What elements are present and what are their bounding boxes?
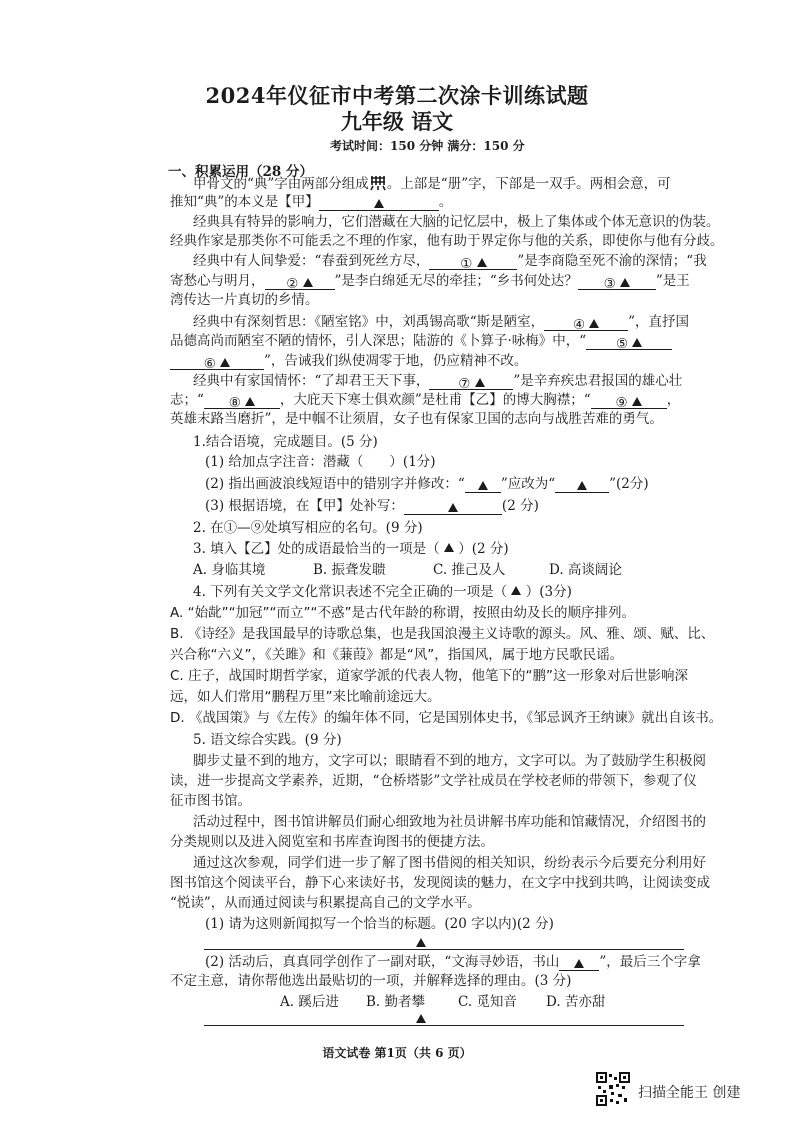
paragraph-line: 寄愁心与明月， ② ”是李白绵延无尽的牵挂；“乡书何处达？ ③ ”是王 (170, 273, 690, 292)
question-4-option-b-cont: 兴合称“六义”，《关雎》和《蒹葭》都是“风”，指国风，属于地方民歌民谣。 (170, 647, 624, 663)
paragraph-line: 品德高尚而陋室不陋的情怀，引人深思；陆游的《卜算子·咏梅》中，“ ⑤ (170, 332, 672, 350)
question-3: 3. 填入【乙】处的成语最恰当的一项是（ ）(2 分) (193, 541, 509, 557)
paragraph-line: 经典作家是那类你不可能丢之不理的作家，他有助于界定你与他的关系，即使你与他有分歧。 (170, 233, 724, 249)
paragraph-line: 经典具有特异的影响力，它们潜藏在大脑的记忆层中，极上了集体或个体无意识的伪装。 (193, 214, 720, 230)
question-4-option-c[interactable]: C. 庄子，战国时期哲学家，道家学派的代表人物，他笔下的“鹏”这一形象对后世影响深 (170, 668, 688, 684)
exam-title: 2024年仪征市中考第二次涂卡训练试题 (205, 83, 589, 108)
answer-blank[interactable] (363, 455, 389, 469)
exam-subtitle: 九年级 语文 (340, 109, 454, 134)
answer-blank[interactable] (555, 478, 609, 493)
answer-blank[interactable]: ⑧ (204, 394, 280, 409)
news-paragraph: 读，进一步提高文学素养，近期，“仓桥塔影”文学社成员在学校老师的带领下，参观了仪 (170, 773, 697, 789)
question-1-2: (2) 指出画波浪线短语中的错别字并修改：“ ”应改为“ ”(2分) (205, 476, 649, 492)
answer-line[interactable] (204, 1025, 684, 1026)
answer-blank[interactable]: ⑦ (429, 375, 513, 390)
news-paragraph: “悦读”，从而通过阅读与积累提高自己的文学水平。 (170, 895, 481, 911)
oracle-bone-dian-glyph (369, 175, 387, 191)
question-2: 2. 在①—⑨处填写相应的名句。(9 分) (193, 520, 423, 536)
option-c[interactable]: C. 推己及人 (433, 562, 506, 578)
answer-marker-icon (245, 397, 255, 406)
question-4-option-d[interactable]: D. 《战国策》与《左传》的编年体不同，它是国别体史书，《邹忌讽齐王纳谏》就出自该书。 (170, 710, 723, 726)
answer-marker-icon (511, 586, 521, 595)
paragraph-line: ⑥ ”，告诫我们纵使凋零于地，仍应精神不改。 (170, 352, 527, 370)
paragraph-line: 经典中有人间挚爱：“春蚕到死丝方尽， ① ”是李商隐至死不渝的深情；“我 (193, 253, 707, 272)
answer-blank[interactable] (319, 196, 439, 211)
answer-blank[interactable]: ① (429, 255, 517, 270)
answer-blank[interactable]: ⑥ (170, 355, 264, 370)
answer-marker-icon (477, 258, 487, 267)
answer-marker-icon (416, 938, 426, 947)
paragraph-line: 推知“典”的本义是【甲】 。 (170, 194, 453, 210)
news-paragraph: 脚步丈量不到的地方，文字可以；眼睛看不到的地方，文字可以。为了鼓励学生积极阅 (193, 753, 706, 769)
answer-marker-icon (220, 358, 230, 367)
answer-marker-icon (303, 278, 313, 287)
answer-blank[interactable] (465, 478, 501, 493)
section-heading: 一、积累运用（28 分） (168, 164, 313, 180)
paragraph-line: 经典中有深刻哲思：《陋室铭》中，刘禹锡高歌“斯是陋室， ④ ”，直抒国 (193, 314, 690, 333)
news-paragraph: 图书馆这个阅读平台，静下心来读好书，发现阅读的魅力，在文字中找到共鸣，让阅读变成 (170, 875, 710, 891)
question-5: 5. 语文综合实践。(9 分) (193, 732, 342, 748)
news-paragraph: 活动过程中，图书馆讲解员们耐心细致地为社员讲解书库功能和馆藏情况，介绍图书的 (193, 814, 706, 830)
answer-marker-icon (574, 959, 584, 968)
answer-marker-icon (448, 503, 458, 512)
page-footer: 语文试卷 第1页（共 6 页） (322, 1046, 472, 1060)
answer-blank[interactable]: ③ (578, 275, 656, 290)
answer-blank[interactable] (404, 500, 502, 515)
paragraph-line: 经典中有家国情怀：“了却君王天下事， ⑦ ”是辛弃疾忠君报国的雄心壮 (193, 373, 683, 392)
answer-marker-icon (632, 397, 642, 406)
answer-marker-icon (577, 481, 587, 490)
qr-code-icon (596, 1072, 630, 1106)
paragraph-line: 英雄末路当磨折”，是中帼不让须眉，女子也有保家卫国的志向与战胜苦难的勇气。 (170, 411, 663, 427)
question-4: 4. 下列有关文学文化常识表述不完全正确的一项是（ ）(3分) (193, 584, 572, 600)
answer-blank[interactable]: ④ (544, 316, 628, 331)
answer-marker-icon (620, 278, 630, 287)
question-5-2-cont: 不定主意，请你帮他选出最贴切的一项，并解释选择的理由。(3 分) (170, 973, 572, 989)
news-paragraph: 分类规则以及进入阅览室和书库查询图书的便捷方法。 (170, 834, 494, 850)
question-4-option-a[interactable]: A. “始龀”“加冠”“而立”“不惑”是古代年龄的称谓，按照由幼及长的顺序排列。 (170, 605, 636, 621)
answer-marker-icon (589, 319, 599, 328)
question-4-option-b[interactable]: B. 《诗经》是我国最早的诗歌总集，也是我国浪漫主义诗歌的源头。风、雅、颂、赋、比、 (170, 626, 715, 642)
answer-marker-icon (374, 199, 384, 208)
option-b[interactable]: B. 勤者攀 (366, 994, 426, 1010)
option-d[interactable]: D. 高谈阔论 (549, 562, 622, 578)
answer-blank[interactable]: ② (265, 275, 335, 290)
option-d[interactable]: D. 苦亦甜 (546, 994, 606, 1010)
answer-marker-icon (632, 338, 642, 347)
exam-info: 考试时间：150 分钟 满分：150 分 (330, 139, 525, 153)
option-a[interactable]: A. 身临其境 (193, 562, 266, 578)
answer-marker-icon (444, 543, 454, 552)
question-1-3: (3) 根据语境，在【甲】处补写： (2 分) (205, 498, 539, 514)
paragraph-line: 甲骨文的“典”字由两部分组成 。上部是“册”字，下部是一双手。两相会意，可 (193, 176, 671, 192)
question-4-option-c-cont: 远，如人们常用“鹏程万里”来比喻前途远大。 (170, 689, 441, 705)
answer-marker-icon (416, 1014, 426, 1023)
question-1-1: (1) 给加点字注音：潜藏（ ）(1分) (205, 454, 436, 470)
answer-marker-icon (478, 481, 488, 490)
answer-blank[interactable] (559, 956, 599, 971)
question-5-2: (2) 活动后，真真同学创作了一副对联，“文海寻妙语，书山 ”，最后三个字拿 (205, 954, 701, 970)
option-c[interactable]: C. 觅知音 (458, 994, 517, 1010)
answer-line[interactable] (204, 949, 684, 950)
answer-blank[interactable]: ⑤ (586, 335, 672, 350)
paragraph-line: 志；“ ⑧ ，大庇天下寒士俱欢颜”是杜甫【乙】的博大胸襟；“ ⑨ ， (170, 392, 681, 411)
paragraph-line: 湾传达一片真切的乡情。 (170, 292, 319, 308)
question-1: 1.结合语境，完成题目。(5 分) (193, 434, 378, 450)
news-paragraph: 征市图书馆。 (170, 793, 251, 809)
news-paragraph: 通过这次参观，同学们进一步了解了图书借阅的相关知识，纷纷表示今后要充分利用好 (193, 855, 706, 871)
question-5-1: (1) 请为这则新闻拟写一个恰当的标题。(20 字以内)(2 分) (205, 916, 554, 932)
scanner-watermark: 扫描全能王 创建 (638, 1085, 741, 1101)
answer-blank[interactable]: ⑨ (591, 394, 667, 409)
option-b[interactable]: B. 振聋发聩 (313, 562, 386, 578)
option-a[interactable]: A. 蹊后进 (280, 994, 339, 1010)
answer-marker-icon (475, 378, 485, 387)
